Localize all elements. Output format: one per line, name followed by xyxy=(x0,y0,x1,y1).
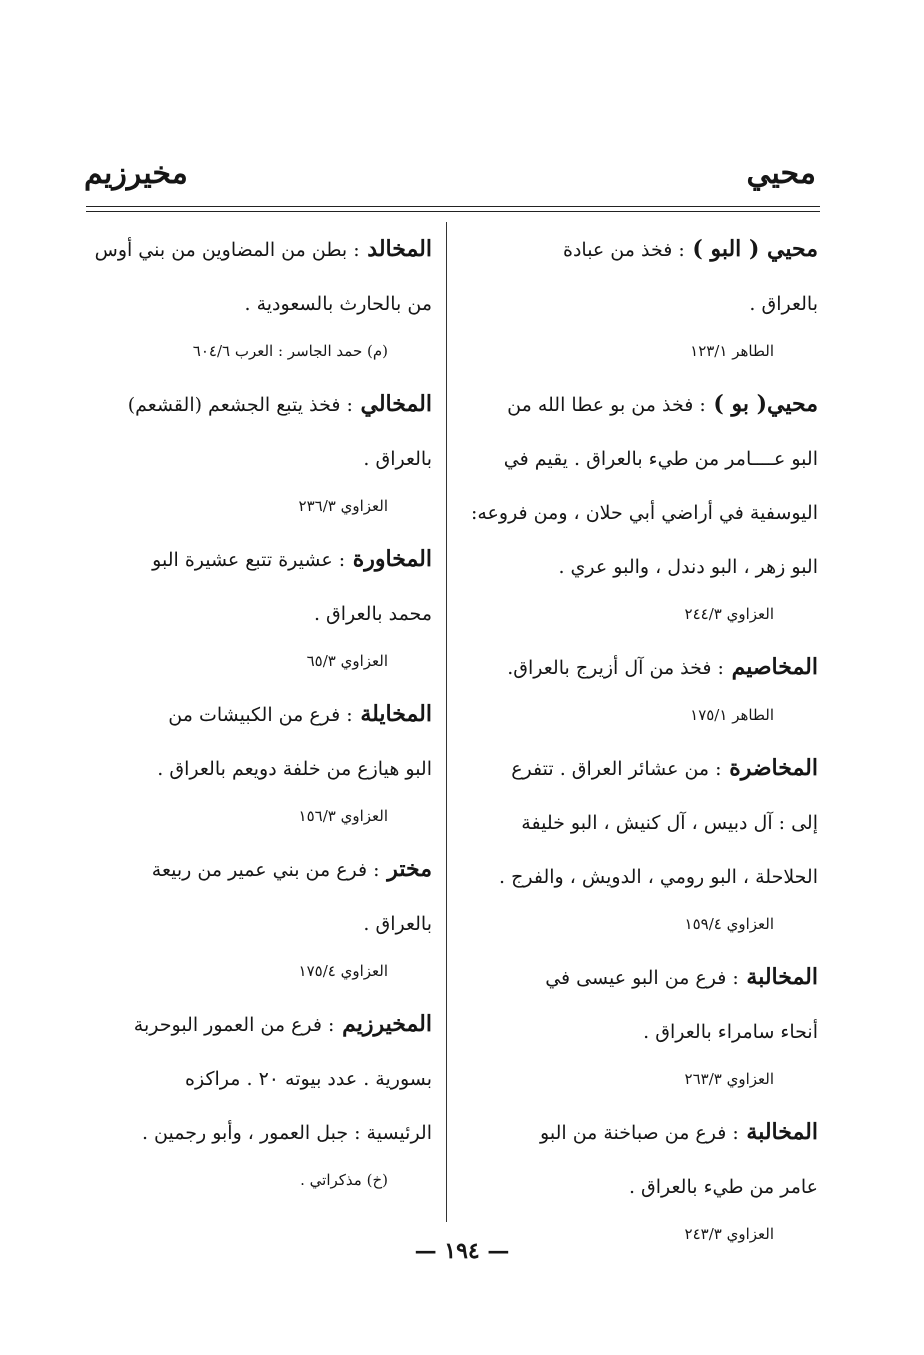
entry-line xyxy=(82,277,432,331)
entry-text: : فرع من الكبيشات من xyxy=(168,704,353,726)
entry-source: العزاوي ١٧٥/٤ xyxy=(298,962,388,980)
entry-line xyxy=(82,587,432,641)
entry-line xyxy=(82,377,432,432)
entry-source: العزاوي ١٥٩/٤ xyxy=(684,915,774,933)
entry-headword: المخالي xyxy=(352,391,432,417)
entry-headword: المخايلة xyxy=(352,701,432,727)
header-rule xyxy=(86,206,820,207)
entry-line xyxy=(460,1160,818,1214)
entry-line xyxy=(82,742,432,796)
entry-line xyxy=(460,277,818,331)
dictionary-entry xyxy=(82,377,432,526)
dictionary-entry xyxy=(460,640,818,735)
entry-text: : بطن من المضاوين من بني أوس xyxy=(94,239,360,261)
entry-line xyxy=(460,796,818,850)
entry-text: البو هيازع من خلفة دويعم بالعراق . xyxy=(157,758,432,780)
entry-line xyxy=(460,540,818,594)
entry-line xyxy=(82,842,432,897)
entry-headword: محيي ( البو ) xyxy=(684,236,818,262)
entry-text: : فرع من صباخنة من البو xyxy=(540,1122,739,1144)
entry-line xyxy=(460,222,818,277)
entry-text: إلى : آل دبيس ، آل كنيش ، البو خليفة xyxy=(521,812,818,834)
entry-source: الطاهر ١٧٥/١ xyxy=(690,706,774,724)
dictionary-entry xyxy=(82,532,432,681)
dictionary-entry xyxy=(460,1105,818,1254)
entry-line xyxy=(460,377,818,432)
entry-text: الرئيسية : جبل العمور ، وأبو رجمين . xyxy=(141,1122,432,1144)
dictionary-entry xyxy=(82,222,432,371)
entry-text: : فخذ من بو عطا الله من xyxy=(507,394,706,416)
header-rule-thin xyxy=(86,211,820,212)
entry-headword: المخاضرة xyxy=(721,755,818,781)
entry-source: العزاوي ٢٤٣/٣ xyxy=(684,1225,774,1243)
entry-source: العزاوي ١٥٦/٣ xyxy=(298,807,388,825)
entry-source: (م) حمد الجاسر : العرب ٦٠٤/٦ xyxy=(192,342,388,360)
entry-line xyxy=(460,1005,818,1059)
entry-line xyxy=(460,432,818,486)
entry-source: العزاوي ٦٥/٣ xyxy=(306,652,388,670)
entry-line xyxy=(82,1106,432,1160)
entry-line xyxy=(82,687,432,742)
entry-line xyxy=(460,1105,818,1160)
entry-headword: المخالبة xyxy=(738,1119,818,1145)
entry-text: : فخذ يتبع الجشعم (القشعم) xyxy=(127,394,353,416)
dictionary-entry xyxy=(460,741,818,944)
dictionary-entry xyxy=(82,997,432,1200)
entry-source: العزاوي ٢٣٦/٣ xyxy=(298,497,388,515)
dictionary-entry xyxy=(82,842,432,991)
dictionary-entry xyxy=(82,687,432,836)
entry-text: من بالحارث بالسعودية . xyxy=(244,293,432,315)
entry-line xyxy=(82,432,432,486)
entry-line xyxy=(82,1052,432,1106)
entry-text: بالعراق . xyxy=(363,448,432,470)
entry-line xyxy=(82,997,432,1052)
entry-text: : فرع من العمور البوحربة xyxy=(133,1014,335,1036)
entry-headword: محيي( بو ) xyxy=(705,391,818,417)
entry-text: بالعراق . xyxy=(363,913,432,935)
entry-line xyxy=(460,640,818,695)
entry-line xyxy=(460,486,818,540)
entry-text: البو زهر ، البو دندل ، والبو عري . xyxy=(558,556,818,578)
entry-source: العزاوي ٢٤٤/٣ xyxy=(684,605,774,623)
column-divider xyxy=(446,222,447,1222)
entry-headword: المخاصيم xyxy=(723,654,818,680)
dictionary-entry xyxy=(460,377,818,634)
entry-text: عامر من طيء بالعراق . xyxy=(628,1176,818,1198)
entry-text: : عشيرة تتبع عشيرة البو xyxy=(152,549,346,571)
entry-headword: المخاورة xyxy=(345,546,432,572)
entry-line xyxy=(460,850,818,904)
entry-source: العزاوي ٢٦٣/٣ xyxy=(684,1070,774,1088)
entry-text: : من عشائر العراق . تتفرع xyxy=(511,758,722,780)
entry-text: بسورية . عدد بيوته ٢٠ . مراكزه xyxy=(185,1068,432,1090)
entry-headword: المخالبة xyxy=(738,964,818,990)
page-number: — ١٩٤ — xyxy=(414,1238,510,1264)
entry-source: الطاهر ١٢٣/١ xyxy=(690,342,774,360)
entry-text: البو عــــامر من طيء بالعراق . يقيم في xyxy=(503,448,818,470)
entry-line xyxy=(460,950,818,1005)
entry-text: أنحاء سامراء بالعراق . xyxy=(643,1021,818,1043)
dictionary-entry xyxy=(460,222,818,371)
entry-text: الحلاحلة ، البو رومي ، الدويش ، والفرج . xyxy=(499,866,818,888)
running-head-left: مخيرزيم xyxy=(84,156,188,191)
entry-text: : فخذ من آل أزيرج بالعراق. xyxy=(507,657,724,679)
entry-text: : فرع من بني عمير من ربيعة xyxy=(151,859,380,881)
entry-source: (خ) مذكراتي . xyxy=(300,1171,388,1189)
entry-line xyxy=(82,222,432,277)
entry-headword: مختر xyxy=(379,856,432,882)
entry-headword: المخالد xyxy=(359,236,432,262)
entry-text: : فرع من البو عيسى في xyxy=(545,967,739,989)
entry-text: بالعراق . xyxy=(749,293,818,315)
entry-line xyxy=(82,897,432,951)
right-column xyxy=(460,222,818,1260)
entry-line xyxy=(82,532,432,587)
dictionary-entry xyxy=(460,950,818,1099)
entry-text: : فخذ من عبادة xyxy=(562,239,685,261)
entry-text: اليوسفية في أراضي أبي حلان ، ومن فروعه: xyxy=(470,502,818,524)
left-column xyxy=(82,222,432,1206)
running-head-right: محيي xyxy=(746,156,816,191)
entry-line xyxy=(460,741,818,796)
entry-text: محمد بالعراق . xyxy=(313,603,432,625)
entry-headword: المخيرزيم xyxy=(334,1011,432,1037)
